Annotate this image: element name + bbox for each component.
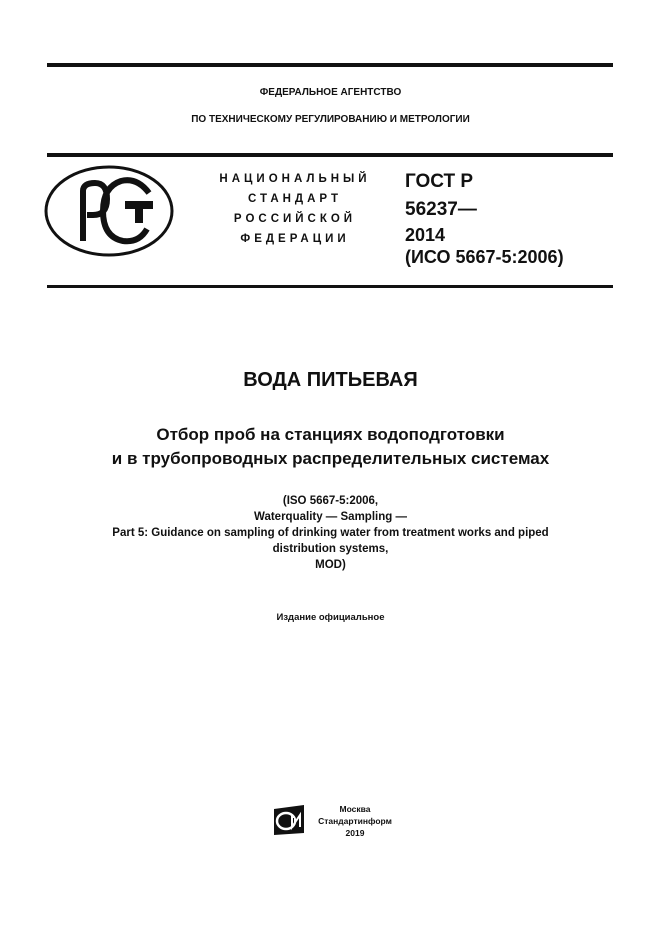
gost-designation: ГОСТ Р (405, 171, 474, 192)
top-rule (47, 63, 613, 67)
iso-line: distribution systems, (272, 543, 389, 555)
footer-year: 2019 (345, 828, 365, 838)
header-rule (47, 153, 613, 157)
footer-city: Москва (339, 804, 371, 814)
subtitle-line: Отбор проб на станциях водоподготовки (156, 425, 505, 444)
national-line: СТАНДАРТ (248, 193, 342, 205)
national-line: НАЦИОНАЛЬНЫЙ (219, 173, 371, 185)
bottom-rule (47, 285, 613, 288)
footer-publisher: Стандартинформ (318, 816, 392, 826)
gost-year: 2014 (405, 225, 446, 245)
national-line: РОССИЙСКОЙ (233, 213, 357, 225)
agency-line-1: ФЕДЕРАЛЬНОЕ АГЕНТСТВО (259, 87, 402, 98)
subtitle-line: и в трубопроводных распределительных системах (111, 449, 550, 468)
iso-line: MOD) (315, 559, 346, 571)
document-title: ВОДА ПИТЬЕВАЯ (243, 369, 418, 391)
gost-number: 56237— (405, 199, 477, 220)
iso-line: Waterquality — Sampling — (254, 511, 407, 523)
iso-line: Part 5: Guidance on sampling of drinking water from treatment works and piped (112, 527, 549, 539)
iso-reference: (ИСО 5667-5:2006) (405, 247, 564, 267)
standartinform-logo-icon (272, 803, 308, 837)
iso-line: (ISO 5667-5:2006, (282, 495, 379, 507)
edition-label: Издание официальное (276, 612, 385, 623)
rst-logo-icon (43, 163, 175, 259)
agency-line-2: ПО ТЕХНИЧЕСКОМУ РЕГУЛИРОВАНИЮ И МЕТРОЛОГИИ (191, 114, 470, 125)
national-line: ФЕДЕРАЦИИ (240, 233, 350, 245)
